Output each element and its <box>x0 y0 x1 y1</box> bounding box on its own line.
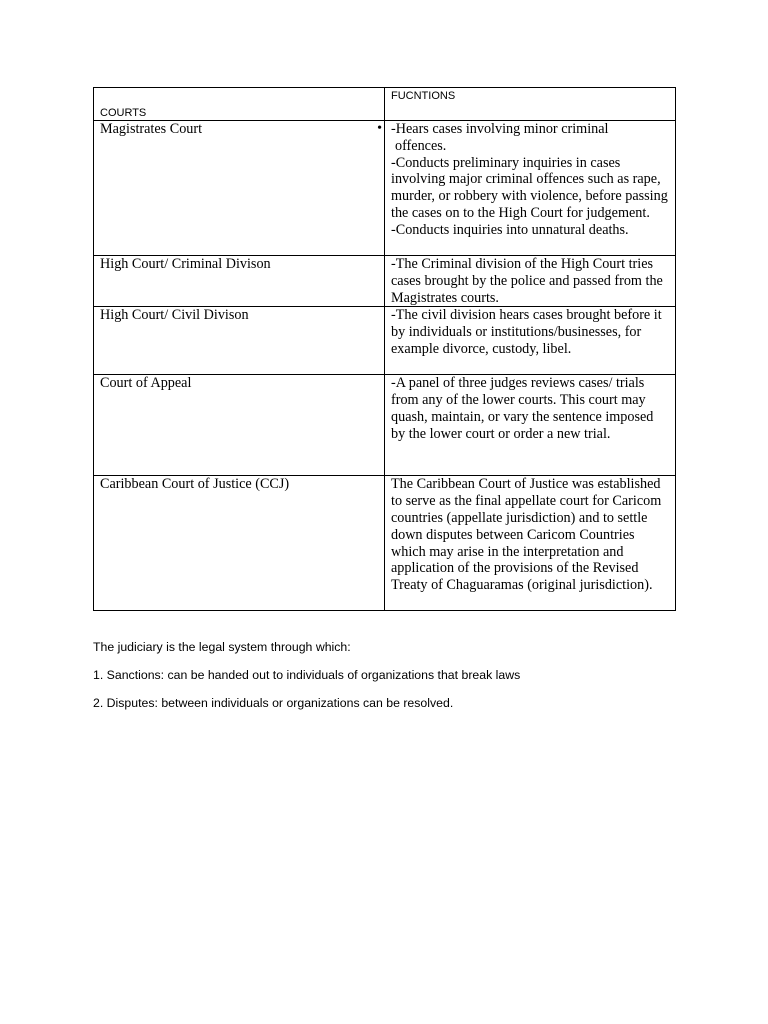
notes-item-disputes: 2. Disputes: between individuals or organizations can be resolved. <box>93 696 454 710</box>
court-name: Caribbean Court of Justice (CCJ) <box>100 476 290 493</box>
court-name: Magistrates Court <box>100 121 203 137</box>
header-functions-cell <box>385 88 676 121</box>
court-name: High Court/ Criminal Divison <box>100 256 271 272</box>
table-header-row <box>94 88 676 121</box>
header-functions: FUCNTIONS <box>391 90 456 102</box>
court-name: High Court/ Civil Divison <box>100 307 249 324</box>
functions-cell <box>385 375 676 476</box>
function-text: -Hears cases involving minor criminal <box>391 121 609 137</box>
function-text: -The civil division hears cases brought before it by individuals or institutions/businesses, for example divorce, custody, libel. <box>391 307 662 357</box>
court-cell <box>94 121 385 256</box>
functions-cell <box>385 121 676 256</box>
table-row <box>94 307 676 375</box>
table-row <box>94 121 676 256</box>
function-text: -A panel of three judges reviews cases/ trials from any of the lower courts. This court may quash, maintain, or vary the sentence imposed by the lower court or order a new trial. <box>391 375 654 442</box>
table-row <box>94 256 676 307</box>
functions-cell <box>385 256 676 307</box>
court-cell <box>94 256 385 307</box>
court-name: Court of Appeal <box>100 375 192 392</box>
function-text: -The Criminal division of the High Court tries cases brought by the police and passed from the Magistrates courts. <box>391 256 663 306</box>
court-cell <box>94 375 385 476</box>
bullet-icon: • <box>377 121 382 136</box>
notes-item-sanctions: 1. Sanctions: can be handed out to individuals of organizations that break laws <box>93 668 521 682</box>
function-text: -Conducts preliminary inquiries in cases involving major criminal offences such as rape, murder, or robbery with violence, before passing the cases on to the High Court for judgement. <box>391 154 668 221</box>
header-courts: COURTS <box>100 107 147 119</box>
judiciary-notes <box>93 640 693 724</box>
court-cell <box>94 307 385 375</box>
notes-intro: The judiciary is the legal system through which: <box>93 640 351 654</box>
functions-cell <box>385 476 676 611</box>
court-cell <box>94 476 385 611</box>
function-text: The Caribbean Court of Justice was established to serve as the final appellate court for Caricom countries (appellate jurisdiction) and to settle down disputes between Caricom Countries which may arise in the interpretation and application of the provisions of the Revised Treaty of Chaguaramas (original jurisdiction). <box>391 476 662 594</box>
function-text: -Conducts inquiries into unnatural deaths. <box>391 221 629 238</box>
courts-functions-table <box>93 87 676 611</box>
table-row <box>94 476 676 611</box>
functions-cell <box>385 307 676 375</box>
header-courts-cell <box>94 88 385 121</box>
function-text: offences. <box>395 137 447 154</box>
table-row <box>94 375 676 476</box>
